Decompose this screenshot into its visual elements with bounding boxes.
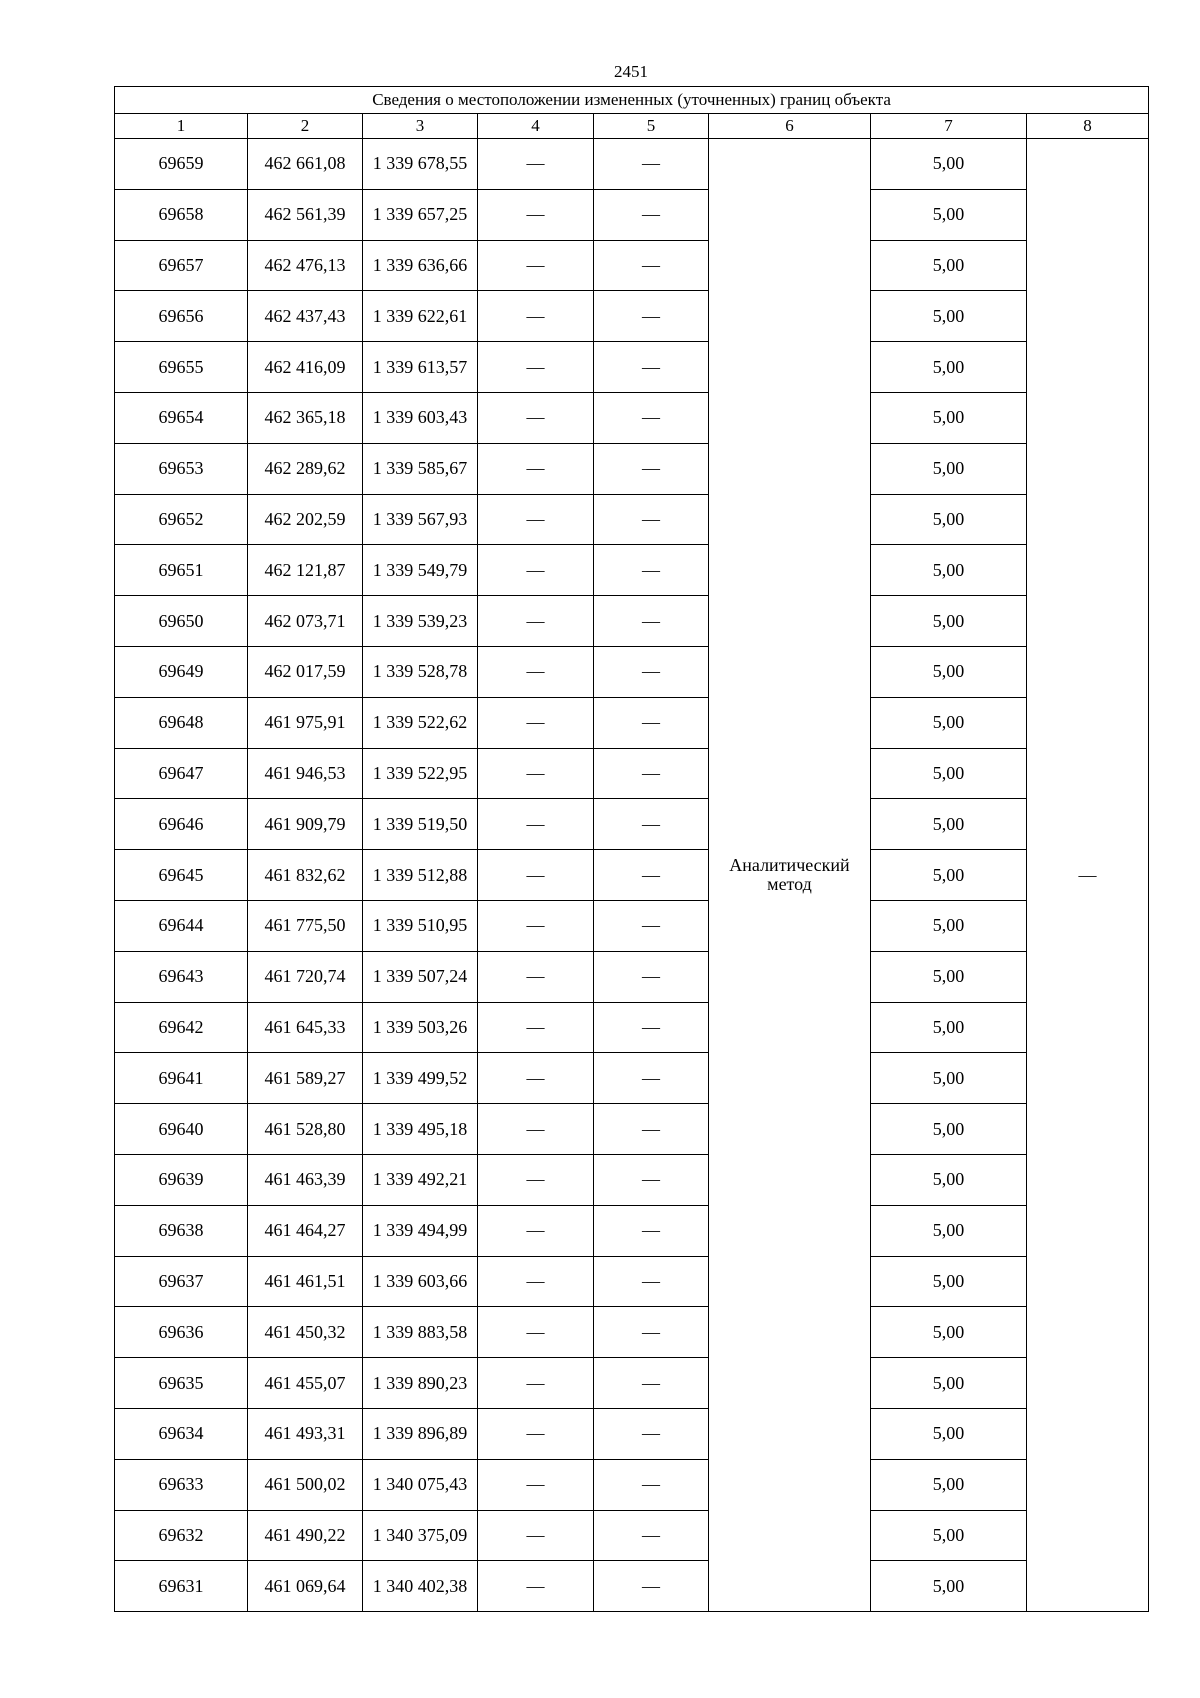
column-5-cell: — [594, 850, 709, 901]
accuracy-cell: 5,00 [871, 240, 1027, 291]
accuracy-cell: 5,00 [871, 1561, 1027, 1612]
column-header: 1 [115, 114, 248, 139]
table-row [115, 1510, 1149, 1561]
y-coordinate-cell: 1 339 507,24 [363, 951, 478, 1002]
column-header: 4 [478, 114, 594, 139]
column-4-cell: — [478, 291, 594, 342]
table-row [115, 1205, 1149, 1256]
column-4-cell: — [478, 1053, 594, 1104]
table-row [115, 1561, 1149, 1612]
x-coordinate-cell: 461 645,33 [248, 1002, 363, 1053]
point-number-cell: 69654 [115, 392, 248, 443]
column-header: 6 [709, 114, 871, 139]
table-row [115, 1408, 1149, 1459]
x-coordinate-cell: 461 450,32 [248, 1307, 363, 1358]
column-5-cell: — [594, 139, 709, 190]
y-coordinate-cell: 1 339 512,88 [363, 850, 478, 901]
x-coordinate-cell: 461 500,02 [248, 1459, 363, 1510]
column-4-cell: — [478, 189, 594, 240]
x-coordinate-cell: 461 463,39 [248, 1154, 363, 1205]
point-number-cell: 69651 [115, 545, 248, 596]
column-4-cell: — [478, 1256, 594, 1307]
accuracy-cell: 5,00 [871, 1408, 1027, 1459]
column-5-cell: — [594, 1104, 709, 1155]
y-coordinate-cell: 1 340 075,43 [363, 1459, 478, 1510]
x-coordinate-cell: 462 661,08 [248, 139, 363, 190]
x-coordinate-cell: 462 073,71 [248, 596, 363, 647]
point-number-cell: 69642 [115, 1002, 248, 1053]
column-5-cell: — [594, 1053, 709, 1104]
accuracy-cell: 5,00 [871, 596, 1027, 647]
accuracy-cell: 5,00 [871, 1459, 1027, 1510]
point-number-cell: 69656 [115, 291, 248, 342]
table-row [115, 799, 1149, 850]
point-number-cell: 69631 [115, 1561, 248, 1612]
accuracy-cell: 5,00 [871, 900, 1027, 951]
point-number-cell: 69641 [115, 1053, 248, 1104]
column-5-cell: — [594, 240, 709, 291]
y-coordinate-cell: 1 339 522,62 [363, 697, 478, 748]
column-header: 5 [594, 114, 709, 139]
column-4-cell: — [478, 342, 594, 393]
column-5-cell: — [594, 1307, 709, 1358]
column-4-cell: — [478, 1408, 594, 1459]
accuracy-cell: 5,00 [871, 291, 1027, 342]
x-coordinate-cell: 461 589,27 [248, 1053, 363, 1104]
y-coordinate-cell: 1 339 510,95 [363, 900, 478, 951]
table-row [115, 748, 1149, 799]
y-coordinate-cell: 1 339 494,99 [363, 1205, 478, 1256]
column-4-cell: — [478, 443, 594, 494]
accuracy-cell: 5,00 [871, 697, 1027, 748]
point-number-cell: 69633 [115, 1459, 248, 1510]
x-coordinate-cell: 461 069,64 [248, 1561, 363, 1612]
accuracy-cell: 5,00 [871, 139, 1027, 190]
table-row [115, 392, 1149, 443]
accuracy-cell: 5,00 [871, 1154, 1027, 1205]
column-4-cell: — [478, 139, 594, 190]
x-coordinate-cell: 462 017,59 [248, 646, 363, 697]
point-number-cell: 69644 [115, 900, 248, 951]
x-coordinate-cell: 461 455,07 [248, 1358, 363, 1409]
accuracy-cell: 5,00 [871, 850, 1027, 901]
column-5-cell: — [594, 1561, 709, 1612]
column-5-cell: — [594, 1358, 709, 1409]
y-coordinate-cell: 1 339 603,43 [363, 392, 478, 443]
x-coordinate-cell: 462 416,09 [248, 342, 363, 393]
point-number-cell: 69640 [115, 1104, 248, 1155]
table-row [115, 1307, 1149, 1358]
accuracy-cell: 5,00 [871, 951, 1027, 1002]
column-5-cell: — [594, 443, 709, 494]
column-5-cell: — [594, 951, 709, 1002]
accuracy-cell: 5,00 [871, 1510, 1027, 1561]
accuracy-cell: 5,00 [871, 189, 1027, 240]
table-row [115, 139, 1149, 190]
column-8-cell: — [1027, 139, 1149, 1612]
point-number-cell: 69647 [115, 748, 248, 799]
x-coordinate-cell: 461 528,80 [248, 1104, 363, 1155]
column-4-cell: — [478, 1104, 594, 1155]
column-4-cell: — [478, 1459, 594, 1510]
y-coordinate-cell: 1 339 567,93 [363, 494, 478, 545]
table-row [115, 545, 1149, 596]
table-row [115, 240, 1149, 291]
y-coordinate-cell: 1 339 622,61 [363, 291, 478, 342]
column-4-cell: — [478, 646, 594, 697]
point-number-cell: 69645 [115, 850, 248, 901]
x-coordinate-cell: 462 365,18 [248, 392, 363, 443]
table-row [115, 596, 1149, 647]
table-row [115, 850, 1149, 901]
column-4-cell: — [478, 494, 594, 545]
column-4-cell: — [478, 1510, 594, 1561]
column-5-cell: — [594, 1256, 709, 1307]
point-number-cell: 69643 [115, 951, 248, 1002]
point-number-cell: 69635 [115, 1358, 248, 1409]
accuracy-cell: 5,00 [871, 1307, 1027, 1358]
x-coordinate-cell: 461 490,22 [248, 1510, 363, 1561]
column-5-cell: — [594, 291, 709, 342]
table-row [115, 646, 1149, 697]
accuracy-cell: 5,00 [871, 1358, 1027, 1409]
column-4-cell: — [478, 951, 594, 1002]
point-number-cell: 69648 [115, 697, 248, 748]
column-4-cell: — [478, 1561, 594, 1612]
column-5-cell: — [594, 900, 709, 951]
point-number-cell: 69634 [115, 1408, 248, 1459]
column-header: 8 [1027, 114, 1149, 139]
column-5-cell: — [594, 545, 709, 596]
column-4-cell: — [478, 748, 594, 799]
table-row [115, 189, 1149, 240]
y-coordinate-cell: 1 339 519,50 [363, 799, 478, 850]
x-coordinate-cell: 461 464,27 [248, 1205, 363, 1256]
point-number-cell: 69637 [115, 1256, 248, 1307]
table-row [115, 1154, 1149, 1205]
column-header: 2 [248, 114, 363, 139]
accuracy-cell: 5,00 [871, 545, 1027, 596]
column-4-cell: — [478, 545, 594, 596]
y-coordinate-cell: 1 339 896,89 [363, 1408, 478, 1459]
y-coordinate-cell: 1 340 402,38 [363, 1561, 478, 1612]
y-coordinate-cell: 1 339 503,26 [363, 1002, 478, 1053]
x-coordinate-cell: 462 289,62 [248, 443, 363, 494]
point-number-cell: 69658 [115, 189, 248, 240]
column-4-cell: — [478, 799, 594, 850]
column-5-cell: — [594, 1459, 709, 1510]
table-row [115, 951, 1149, 1002]
column-header: 3 [363, 114, 478, 139]
y-coordinate-cell: 1 339 539,23 [363, 596, 478, 647]
column-5-cell: — [594, 1002, 709, 1053]
page-number: 2451 [614, 62, 648, 81]
column-5-cell: — [594, 494, 709, 545]
table-row [115, 443, 1149, 494]
x-coordinate-cell: 461 909,79 [248, 799, 363, 850]
column-4-cell: — [478, 1307, 594, 1358]
table-row [115, 1104, 1149, 1155]
column-4-cell: — [478, 1358, 594, 1409]
table-row [115, 494, 1149, 545]
table-title: Сведения о местоположении измененных (уточненных) границ объекта [115, 87, 1149, 114]
table-row [115, 1053, 1149, 1104]
column-4-cell: — [478, 1154, 594, 1205]
accuracy-cell: 5,00 [871, 1205, 1027, 1256]
x-coordinate-cell: 461 832,62 [248, 850, 363, 901]
column-5-cell: — [594, 1205, 709, 1256]
table-row [115, 1358, 1149, 1409]
column-5-cell: — [594, 342, 709, 393]
table-row [115, 900, 1149, 951]
point-number-cell: 69650 [115, 596, 248, 647]
table-row [115, 1459, 1149, 1510]
y-coordinate-cell: 1 339 499,52 [363, 1053, 478, 1104]
column-4-cell: — [478, 1205, 594, 1256]
x-coordinate-cell: 462 561,39 [248, 189, 363, 240]
column-4-cell: — [478, 392, 594, 443]
column-4-cell: — [478, 1002, 594, 1053]
point-number-cell: 69638 [115, 1205, 248, 1256]
x-coordinate-cell: 461 946,53 [248, 748, 363, 799]
accuracy-cell: 5,00 [871, 1002, 1027, 1053]
accuracy-cell: 5,00 [871, 342, 1027, 393]
column-header: 7 [871, 114, 1027, 139]
column-header-row [115, 114, 1149, 139]
column-5-cell: — [594, 646, 709, 697]
column-5-cell: — [594, 748, 709, 799]
y-coordinate-cell: 1 339 522,95 [363, 748, 478, 799]
point-number-cell: 69655 [115, 342, 248, 393]
accuracy-cell: 5,00 [871, 646, 1027, 697]
point-number-cell: 69636 [115, 1307, 248, 1358]
y-coordinate-cell: 1 339 585,67 [363, 443, 478, 494]
accuracy-cell: 5,00 [871, 443, 1027, 494]
method-cell: Аналитический метод [709, 139, 871, 1612]
accuracy-cell: 5,00 [871, 748, 1027, 799]
column-4-cell: — [478, 900, 594, 951]
column-5-cell: — [594, 799, 709, 850]
table-row [115, 1256, 1149, 1307]
x-coordinate-cell: 462 476,13 [248, 240, 363, 291]
x-coordinate-cell: 462 202,59 [248, 494, 363, 545]
y-coordinate-cell: 1 339 890,23 [363, 1358, 478, 1409]
accuracy-cell: 5,00 [871, 1104, 1027, 1155]
y-coordinate-cell: 1 339 549,79 [363, 545, 478, 596]
y-coordinate-cell: 1 339 492,21 [363, 1154, 478, 1205]
x-coordinate-cell: 461 975,91 [248, 697, 363, 748]
y-coordinate-cell: 1 339 603,66 [363, 1256, 478, 1307]
column-5-cell: — [594, 1154, 709, 1205]
point-number-cell: 69652 [115, 494, 248, 545]
x-coordinate-cell: 462 121,87 [248, 545, 363, 596]
column-4-cell: — [478, 850, 594, 901]
point-number-cell: 69632 [115, 1510, 248, 1561]
column-4-cell: — [478, 240, 594, 291]
point-number-cell: 69653 [115, 443, 248, 494]
y-coordinate-cell: 1 339 883,58 [363, 1307, 478, 1358]
column-5-cell: — [594, 392, 709, 443]
column-4-cell: — [478, 596, 594, 647]
x-coordinate-cell: 461 461,51 [248, 1256, 363, 1307]
accuracy-cell: 5,00 [871, 1256, 1027, 1307]
point-number-cell: 69659 [115, 139, 248, 190]
x-coordinate-cell: 461 775,50 [248, 900, 363, 951]
y-coordinate-cell: 1 339 678,55 [363, 139, 478, 190]
accuracy-cell: 5,00 [871, 494, 1027, 545]
point-number-cell: 69657 [115, 240, 248, 291]
y-coordinate-cell: 1 339 528,78 [363, 646, 478, 697]
accuracy-cell: 5,00 [871, 1053, 1027, 1104]
column-5-cell: — [594, 596, 709, 647]
column-5-cell: — [594, 189, 709, 240]
x-coordinate-cell: 461 493,31 [248, 1408, 363, 1459]
column-4-cell: — [478, 697, 594, 748]
point-number-cell: 69639 [115, 1154, 248, 1205]
column-5-cell: — [594, 1408, 709, 1459]
boundary-coordinates-table [114, 86, 1149, 1612]
accuracy-cell: 5,00 [871, 392, 1027, 443]
accuracy-cell: 5,00 [871, 799, 1027, 850]
x-coordinate-cell: 462 437,43 [248, 291, 363, 342]
y-coordinate-cell: 1 339 495,18 [363, 1104, 478, 1155]
table-row [115, 1002, 1149, 1053]
column-5-cell: — [594, 1510, 709, 1561]
column-5-cell: — [594, 697, 709, 748]
y-coordinate-cell: 1 339 636,66 [363, 240, 478, 291]
y-coordinate-cell: 1 340 375,09 [363, 1510, 478, 1561]
y-coordinate-cell: 1 339 613,57 [363, 342, 478, 393]
y-coordinate-cell: 1 339 657,25 [363, 189, 478, 240]
table-row [115, 697, 1149, 748]
x-coordinate-cell: 461 720,74 [248, 951, 363, 1002]
table-row [115, 342, 1149, 393]
table-row [115, 291, 1149, 342]
point-number-cell: 69646 [115, 799, 248, 850]
point-number-cell: 69649 [115, 646, 248, 697]
